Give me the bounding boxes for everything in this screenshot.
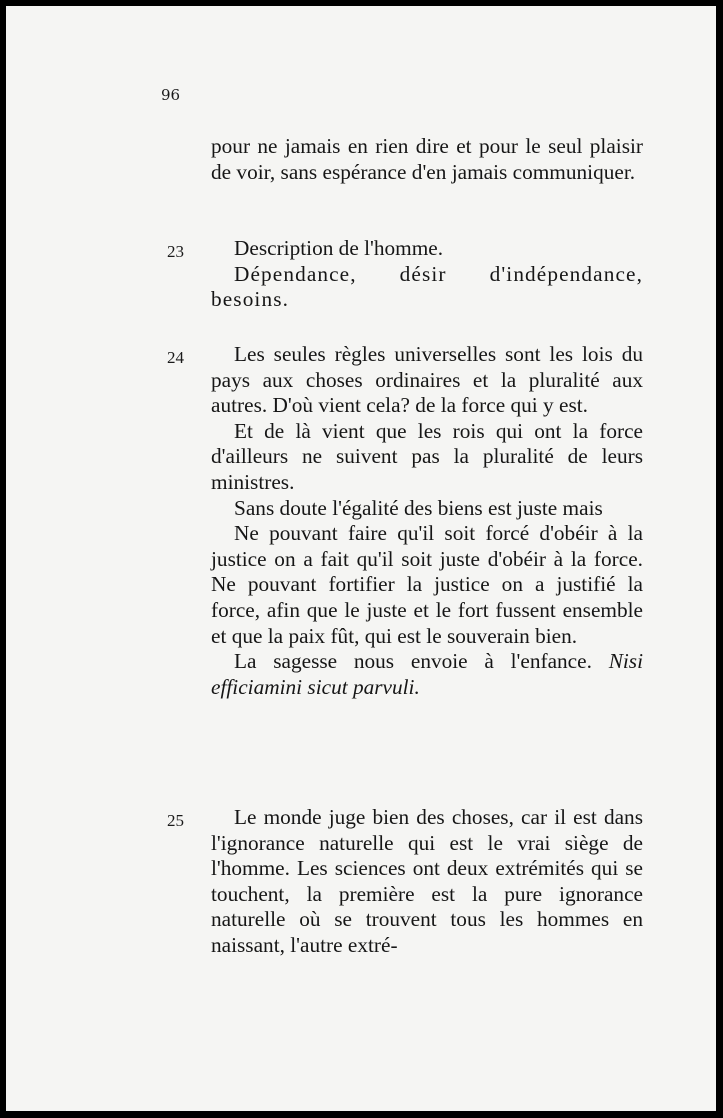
fragment-number-25: 25 [167, 811, 184, 830]
fragment-number-23: 23 [167, 242, 184, 261]
text-block-fragment-25 [211, 805, 643, 959]
paragraph: Le monde juge bien des choses, car il est dans l'ignorance naturelle qui est le vrai siège de l'homme. Les sciences ont deux extrémités qui se touchent, la première est la pure ignorance naturelle où se trouvent tous les hommes en naissant, l'autre extré- [211, 805, 643, 957]
paragraph: pour ne jamais en rien dire et pour le seul plaisir de voir, sans espérance d'en jamais communiquer. [211, 134, 643, 184]
paragraph: Dépendance, désir d'indépendance, besoins. [211, 261, 643, 312]
latin-quote: Nisi efficiamini sicut parvuli. [211, 649, 644, 699]
page-number: 96 [161, 86, 181, 104]
paragraph: Sans doute l'égalité des biens est juste mais [234, 495, 603, 520]
paragraph: Les seules règles universelles sont les lois du pays aux choses ordinaires et la pluralité aux autres. D'où vient cela? de la force qui y est. [211, 342, 643, 418]
text-block-fragment-23 [211, 236, 643, 313]
text-span: La sagesse nous envoie à l'enfance. [234, 649, 592, 674]
fragment-number-24: 24 [167, 348, 184, 367]
paragraph [211, 649, 643, 700]
paragraph: Ne pouvant faire qu'il soit forcé d'obéir à la justice on a fait qu'il soit juste d'obéir à la force. Ne pouvant fortifier la justice on a justifié la force, afin que le juste et le fort fussent ensemble et que la paix fût, qui est le souverain bien. [211, 521, 643, 648]
paragraph: Description de l'homme. [234, 236, 444, 260]
text-block-fragment-24 [211, 342, 643, 700]
paragraph: Et de là vient que les rois qui ont la force d'ailleurs ne suivent pas la pluralité de leurs ministres. [211, 418, 643, 494]
text-block-continuation [211, 134, 643, 185]
book-page [6, 6, 716, 1111]
